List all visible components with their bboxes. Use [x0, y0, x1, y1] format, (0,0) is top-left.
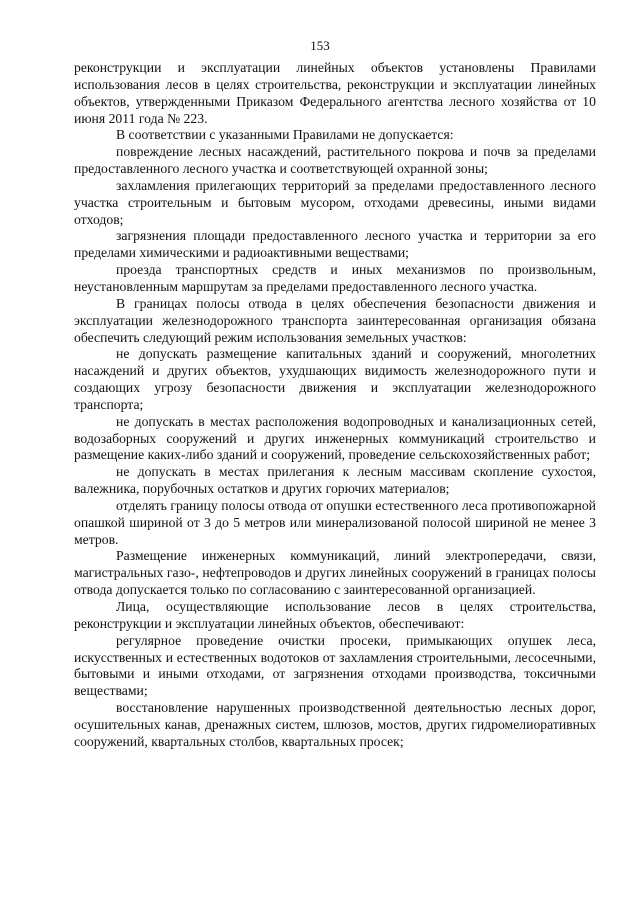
paragraph: не допускать в местах расположения водопроводных и канализационных сетей, водозаборных сооружений и других инженерных коммуникаций строительство и размещение каких-либо зданий и сооружений, проведение сельскохозяйственных работ; [74, 413, 596, 463]
paragraph: В границах полосы отвода в целях обеспечения безопасности движения и эксплуатации железнодорожного транспорта заинтересованная организация обязана обеспечить следующий режим использования земельных участков: [74, 295, 596, 345]
paragraph: загрязнения площади предоставленного лесного участка и территории за его пределами химическими и радиоактивными веществами; [74, 228, 596, 261]
paragraph: В соответствии с указанными Правилами не допускается: [116, 127, 454, 143]
paragraph: не допускать в местах прилегания к лесным массивам скопление сухостоя, валежника, порубочных остатков и других горючих материалов; [74, 464, 596, 497]
paragraph: не допускать размещение капитальных зданий и сооружений, многолетних насаждений и других объектов, ухудшающих видимость железнодорожного пути и создающих угрозу безопасности движения и эксплуатации железнодорожного транспорта; [74, 346, 596, 412]
paragraph: отделять границу полосы отвода от опушки естественного леса противопожарной опашкой шириной от 3 до 5 метров или минерализованой полосой шириной не менее 3 метров. [74, 497, 596, 547]
paragraph: захламления прилегающих территорий за пределами предоставленного лесного участка строительным и бытовым мусором, отходами древесины, иными видами отходов; [74, 177, 596, 227]
paragraph: регулярное проведение очистки просеки, примыкающих опушек леса, искусственных и естественных водотоков от захламления строительными, лесосечными, бытовыми и иными отходами, от загрязнения отходами производства, токсичными веществами; [74, 632, 596, 699]
paragraph: повреждение лесных насаждений, растительного покрова и почв за пределами предоставленного лесного участка и соответствующей охранной зоны; [74, 144, 596, 177]
paragraph: Лица, осуществляющие использование лесов в целях строительства, реконструкции и эксплуатации линейных объектов, обеспечивают: [74, 599, 596, 631]
document-body [74, 60, 596, 751]
paragraph: проезда транспортных средств и иных механизмов по произвольным, неустановленным маршрутам за пределами предоставленного лесного участка. [74, 262, 596, 294]
paragraph: Размещение инженерных коммуникаций, линий электропередачи, связи, магистральных газо-, нефтепроводов и других линейных сооружений в границах полосы отвода допускается только по согласованию с заинтересованной организацией. [74, 548, 596, 598]
paragraph: реконструкции и эксплуатации линейных объектов установлены Правилами использования лесов в целях строительства, реконструкции и эксплуатации линейных объектов, утвержденными Приказом Федерального агентства лесного хозяйства от 10 июня 2011 года № 223. [74, 60, 596, 126]
paragraph: восстановление нарушенных производственной деятельностью лесных дорог, осушительных канав, дренажных систем, шлюзов, мостов, других гидромелиоративных сооружений, квартальных столбов, квартальных просек; [74, 700, 596, 749]
page-number: 153 [310, 38, 330, 53]
